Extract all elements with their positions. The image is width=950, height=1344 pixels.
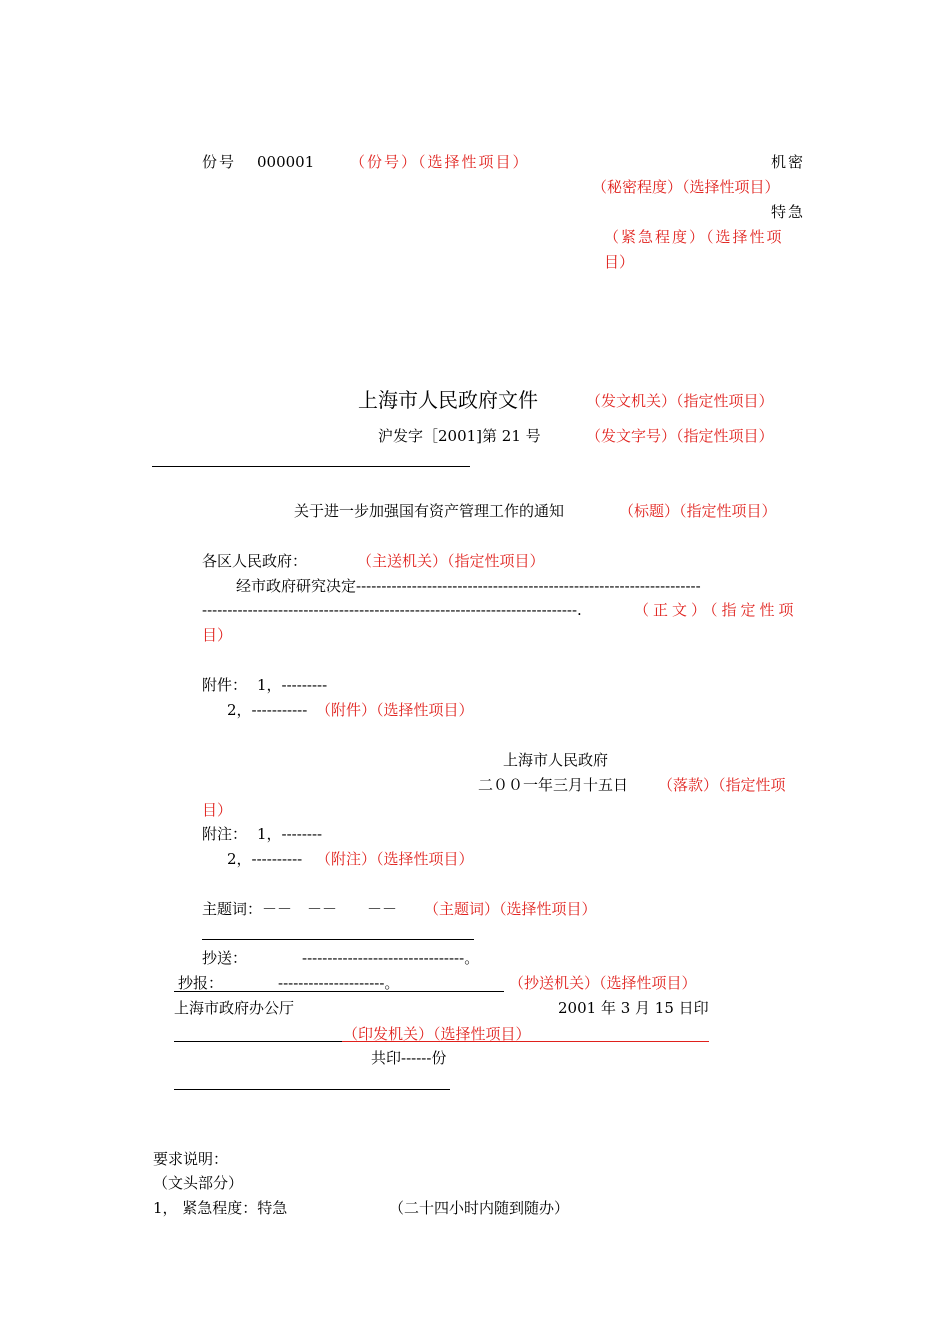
requirements-heading: 要求说明： bbox=[153, 1150, 229, 1168]
printing-divider bbox=[174, 1041, 342, 1042]
attachment-item-1: 1，--------- bbox=[257, 676, 328, 694]
signature-note: （落款）（指定性项 bbox=[658, 776, 786, 794]
cc-label: 抄送： bbox=[202, 949, 248, 967]
requirement-item-1: 1， 紧急程度：特急 bbox=[153, 1199, 288, 1217]
masthead-title-note: （发文机关）（指定性项目） bbox=[586, 392, 774, 410]
attachment-item-2: 2，----------- bbox=[227, 701, 308, 719]
body-text-line1: 经市政府研究决定-------------------------------------------------------------------- bbox=[236, 577, 701, 595]
remark-item-2: 2，---------- bbox=[227, 850, 303, 868]
masthead-divider bbox=[152, 466, 470, 467]
urgency-level: 特急 bbox=[771, 203, 806, 221]
printing-copies-divider bbox=[174, 1089, 450, 1090]
cc-value: --------------------------------。 bbox=[302, 949, 480, 967]
secret-note: （秘密程度）（选择性项目） bbox=[592, 178, 780, 196]
urgency-note: （紧急程度）（选择性项 bbox=[604, 228, 784, 246]
copy-note: （份号）（选择性项目） bbox=[350, 153, 530, 171]
printing-office: 上海市政府办公厅 bbox=[174, 999, 295, 1017]
body-text-line2: --------------------------------------------------------------------------. bbox=[202, 601, 582, 619]
copy-number: 000001 bbox=[257, 153, 315, 171]
signature-date: 二００一年三月十五日 bbox=[478, 776, 629, 794]
report-label: 抄报： bbox=[178, 974, 224, 992]
remarks-note: （附注）（选择性项目） bbox=[316, 850, 474, 868]
signature-org: 上海市人民政府 bbox=[503, 751, 609, 769]
signature-note-cont: 目） bbox=[202, 801, 233, 819]
printing-date: 2001 年 3 月 15 日印 bbox=[558, 999, 709, 1017]
body-note: （正文）（指定性项 bbox=[634, 601, 798, 619]
subject-note: （标题）（指定性项目） bbox=[619, 502, 777, 520]
distribution-note: （抄送机关）（选择性项目） bbox=[509, 974, 697, 992]
doc-number-note: （发文字号）（指定性项目） bbox=[586, 427, 774, 445]
subject-title: 关于进一步加强国有资产管理工作的通知 bbox=[294, 502, 565, 520]
remarks-label: 附注： bbox=[202, 825, 248, 843]
requirement-item-1-desc: （二十四小时内随到随办） bbox=[389, 1199, 570, 1217]
urgency-note-cont: 目） bbox=[604, 253, 635, 271]
doc-number: 沪发字［2001]第 21 号 bbox=[378, 427, 541, 445]
report-value: ---------------------。 bbox=[278, 974, 400, 992]
keywords-note: （主题词）（选择性项目） bbox=[424, 900, 597, 918]
attachments-label: 附件： bbox=[202, 676, 248, 694]
attachments-note: （附件）（选择性项目） bbox=[316, 701, 474, 719]
recipient-name: 各区人民政府： bbox=[202, 552, 308, 570]
body-note-cont: 目） bbox=[202, 626, 233, 644]
recipient-note: （主送机关）（指定性项目） bbox=[357, 552, 545, 570]
printing-copies: 共印------份 bbox=[371, 1049, 447, 1067]
report-underline bbox=[174, 991, 504, 992]
keywords-divider bbox=[202, 939, 474, 940]
secret-level: 机密 bbox=[771, 153, 806, 171]
remark-item-1: 1，-------- bbox=[257, 825, 323, 843]
masthead-title: 上海市人民政府文件 bbox=[358, 388, 538, 412]
requirements-section: （文头部分） bbox=[153, 1174, 244, 1192]
copy-label: 份号 bbox=[202, 153, 237, 171]
keywords-text: 主题词：－－ －－ －－ bbox=[202, 900, 398, 918]
printing-note: （印发机关）（选择性项目） bbox=[343, 1025, 531, 1043]
